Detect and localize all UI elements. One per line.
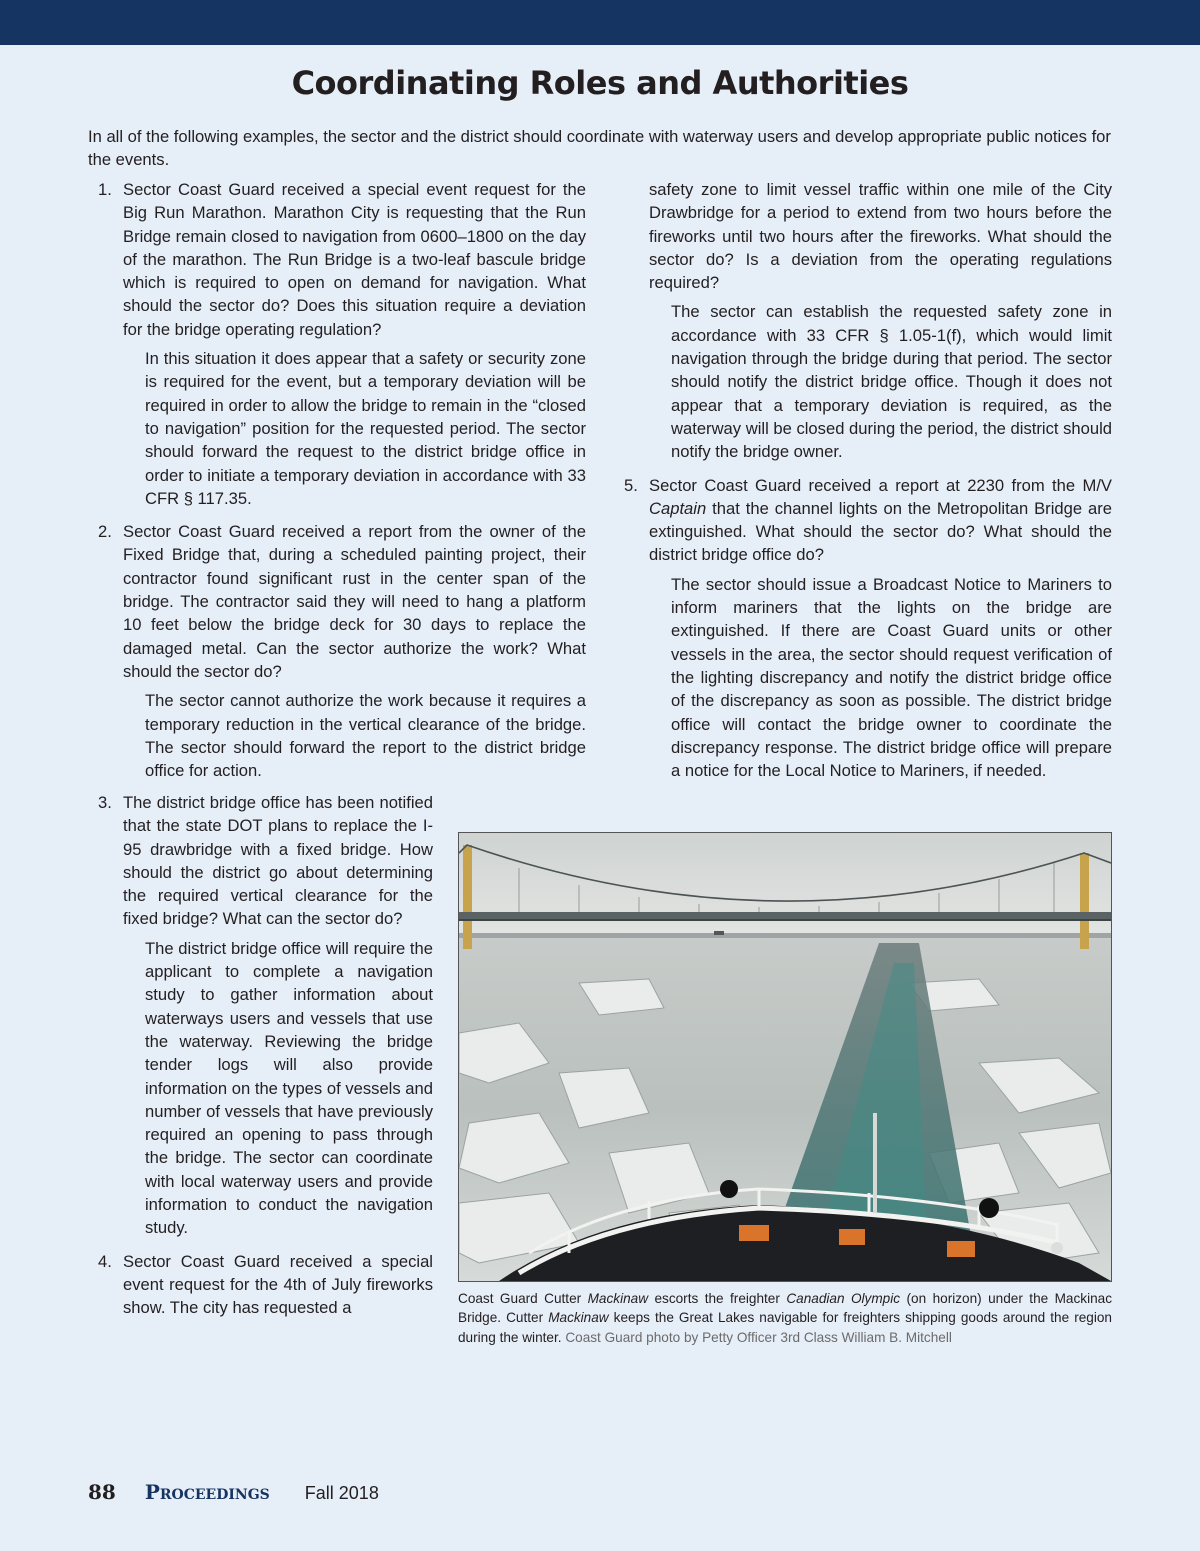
item-answer: In this situation it does appear that a safety or security zone is required for the event, but a temporary deviation will be required in order to allow the bridge to remain in the “closed to navigation” position for the requested period. The sector should forward the request to the district bridge office in order to initiate a temporary deviation in accordance with 33 CFR § 117.35. — [145, 349, 586, 508]
item-answer: The sector cannot authorize the work because it requires a temporary reduction in the vertical clearance of the bridge. The sector should forward the report to the district bridge office for action. — [145, 691, 586, 781]
item-number: 1. — [98, 180, 112, 199]
item-question: The district bridge office has been notified that the state DOT plans to replace the I-95 drawbridge with a fixed bridge. How should the district go about determining the required vertical clearance for the fixed bridge? What can the sector do? — [123, 793, 433, 929]
page-number: 88 — [88, 1480, 116, 1504]
item-number: 2. — [98, 522, 112, 542]
item-answer: The sector can establish the requested safety zone in accordance with 33 CFR § 1.05-1(f), which would limit navigation through the bridge during that period. The sector should notify the district bridge office. Though it does not appear that a temporary deviation is required, as the waterway will be closed during the period, the district should notify the bridge owner. — [671, 302, 1112, 462]
right-column — [614, 178, 1112, 782]
list-item — [614, 474, 1112, 783]
item-number: 5. — [624, 475, 638, 495]
item-question: Sector Coast Guard received a special event request for the 4th of July fireworks show. The city has requested a — [123, 1251, 433, 1318]
item-answer: The district bridge office will require the applicant to complete a navigation study to gather information about waterways users and vessels that use the waterway. Reviewing the bridge tender logs will also provide information on the types of vessels and number of vessels that have previously required an opening to pass through the bridge. The sector can coordinate with local waterway users and provide information to conduct the navigation study. — [145, 938, 433, 1238]
intro-paragraph: In all of the following examples, the sector and the district should coordinate with waterway users and develop appropriate public notices for the events. — [88, 127, 1111, 170]
list-item — [88, 791, 433, 1240]
header-bar — [0, 0, 1200, 45]
item-number: 4. — [98, 1251, 112, 1271]
item-number: 3. — [98, 793, 112, 812]
item-question-continued: safety zone to limit vessel traffic within one mile of the City Drawbridge for a period to extend from two hours before the fireworks until two hours after the fireworks. What should the sector do? Is a deviation from the operating regulations required? — [649, 180, 1112, 293]
list-item — [88, 178, 586, 510]
list-item-continued — [614, 178, 1112, 464]
photo-credit: Coast Guard photo by Petty Officer 3rd Class William B. Mitchell — [565, 1329, 952, 1345]
item-question: Sector Coast Guard received a special event request for the Big Run Marathon. Marathon City is requesting that the Run Bridge remain closed to navigation from 0600–1800 on the day of the marathon. The Run Bridge is a two-leaf bascule bridge which is required to open on demand for navigation. What should the sector do? Does this situation require a deviation for the bridge operating regulation? — [123, 180, 586, 339]
page-title: Coordinating Roles and Authorities — [291, 64, 909, 102]
left-column-top — [88, 178, 586, 782]
issue-date: Fall 2018 — [304, 1483, 379, 1503]
list-item — [88, 1250, 433, 1320]
item-answer: The sector should issue a Broadcast Notice to Mariners to inform mariners that the lights on the bridge are extinguished. If there are Coast Guard units or other vessels in the area, the sector should request verification of the lighting discrepancy and notify the district bridge office of the discrepancy as soon as possible. The district bridge office will contact the bridge owner to coordinate the discrepancy response. The district bridge office will prepare a notice for the Local Notice to Mariners, if needed. — [671, 574, 1112, 781]
left-column-bottom — [88, 791, 433, 1320]
photo-icebreaker — [458, 832, 1112, 1282]
list-item — [88, 520, 586, 782]
page-footer — [88, 1480, 379, 1504]
photo-caption: Coast Guard Cutter Mackinaw escorts the freighter Canadian Olympic (on horizon) under the Mackinac Bridge. Cutter Mackinaw keeps the Great Lakes navigable for freighters shipping goods around the region during the winter. Coast Guard photo by Petty Officer 3rd Class William B. Mitchell — [458, 1291, 1113, 1345]
item-question: Sector Coast Guard received a report at 2230 from the M/V Captain that the channel lights on the Metropolitan Bridge are extinguished. What should the sector do? What should the district bridge office do? — [649, 475, 1112, 565]
item-question: Sector Coast Guard received a report from the owner of the Fixed Bridge that, during a scheduled painting project, their contractor found significant rust in the center span of the bridge. The contractor said they will need to hang a platform 10 feet below the bridge deck for 30 days to replace the damaged metal. Can the sector authorize the work? What should the sector do? — [123, 522, 586, 681]
journal-name: Proceedings — [144, 1480, 270, 1504]
